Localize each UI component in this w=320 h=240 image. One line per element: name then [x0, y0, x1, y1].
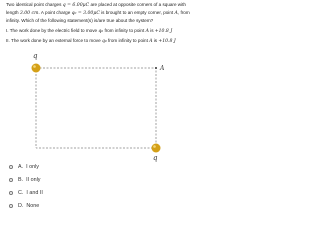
square-outline: [36, 68, 156, 148]
statement-1-is: is: [150, 27, 154, 33]
statement-2-text-end: from infinity to point: [108, 37, 148, 43]
option-a-label: I only: [26, 163, 39, 170]
bottom-charge-label: q: [153, 154, 158, 162]
intro-line2-mid: A point charge: [40, 10, 71, 16]
bottom-right-charge-highlight: [153, 145, 156, 148]
radio-c[interactable]: [9, 191, 13, 195]
intro-line2-start: square with length: [6, 2, 186, 16]
statement-1-point: A: [145, 28, 149, 34]
option-b[interactable]: [9, 175, 43, 184]
statement-2-point: A: [149, 38, 153, 44]
statement-2-value: +10.8 J: [158, 38, 176, 44]
radio-b[interactable]: [9, 178, 13, 182]
option-b-label: II only: [26, 176, 41, 183]
question-intro: [6, 1, 196, 25]
option-d-label: None: [26, 202, 40, 209]
option-a[interactable]: [9, 162, 43, 171]
point-a-marker: [155, 67, 157, 69]
option-c-label: I and II: [26, 189, 43, 196]
statement-1: [6, 27, 196, 35]
option-d-letter: D.: [18, 202, 24, 209]
statement-1-value: +10.8 J: [154, 28, 173, 34]
intro-line3: infinity. Which of the following statement(s) is/are true about the system?: [6, 18, 154, 24]
option-c[interactable]: [9, 188, 43, 197]
point-a-label: A: [160, 65, 165, 72]
intro-line1-end: are placed at opposite corners of a: [90, 2, 162, 7]
statement-2: [6, 37, 196, 45]
radio-a[interactable]: [9, 165, 13, 169]
question-text: [6, 1, 196, 45]
statement-2-is: is: [153, 37, 158, 43]
intro-line1: Two identical point charges: [6, 2, 62, 7]
option-a-letter: A.: [18, 163, 24, 170]
option-c-letter: C.: [18, 189, 24, 196]
statement-2-q0: q₀: [101, 38, 107, 44]
charge-q0-value: q₀ = 3.00μC: [71, 11, 100, 17]
top-left-charge-highlight: [33, 65, 36, 68]
option-b-letter: B.: [18, 176, 24, 183]
option-d[interactable]: [9, 201, 43, 210]
top-left-charge: [32, 64, 41, 73]
square-length: 3.00 cm.: [19, 11, 40, 17]
statement-1-text-end: from infinity to point: [104, 27, 145, 33]
statement-1-text: I. The work done by the electric field to move: [6, 27, 98, 33]
intro-line2-end: is brought to an empty corner, point: [101, 10, 174, 16]
point-a-ref: A,: [174, 11, 180, 17]
charge-q-value: q = 6.00μC: [62, 3, 90, 8]
bottom-right-charge: [152, 144, 161, 153]
radio-d[interactable]: [9, 204, 13, 208]
top-charge-label: q: [33, 52, 38, 60]
intro-line2-tail: from: [180, 10, 190, 16]
statement-2-text: II. The work done by an external force to move: [6, 37, 101, 43]
statement-1-q0: q₀: [98, 28, 104, 34]
answer-options: [9, 162, 43, 214]
